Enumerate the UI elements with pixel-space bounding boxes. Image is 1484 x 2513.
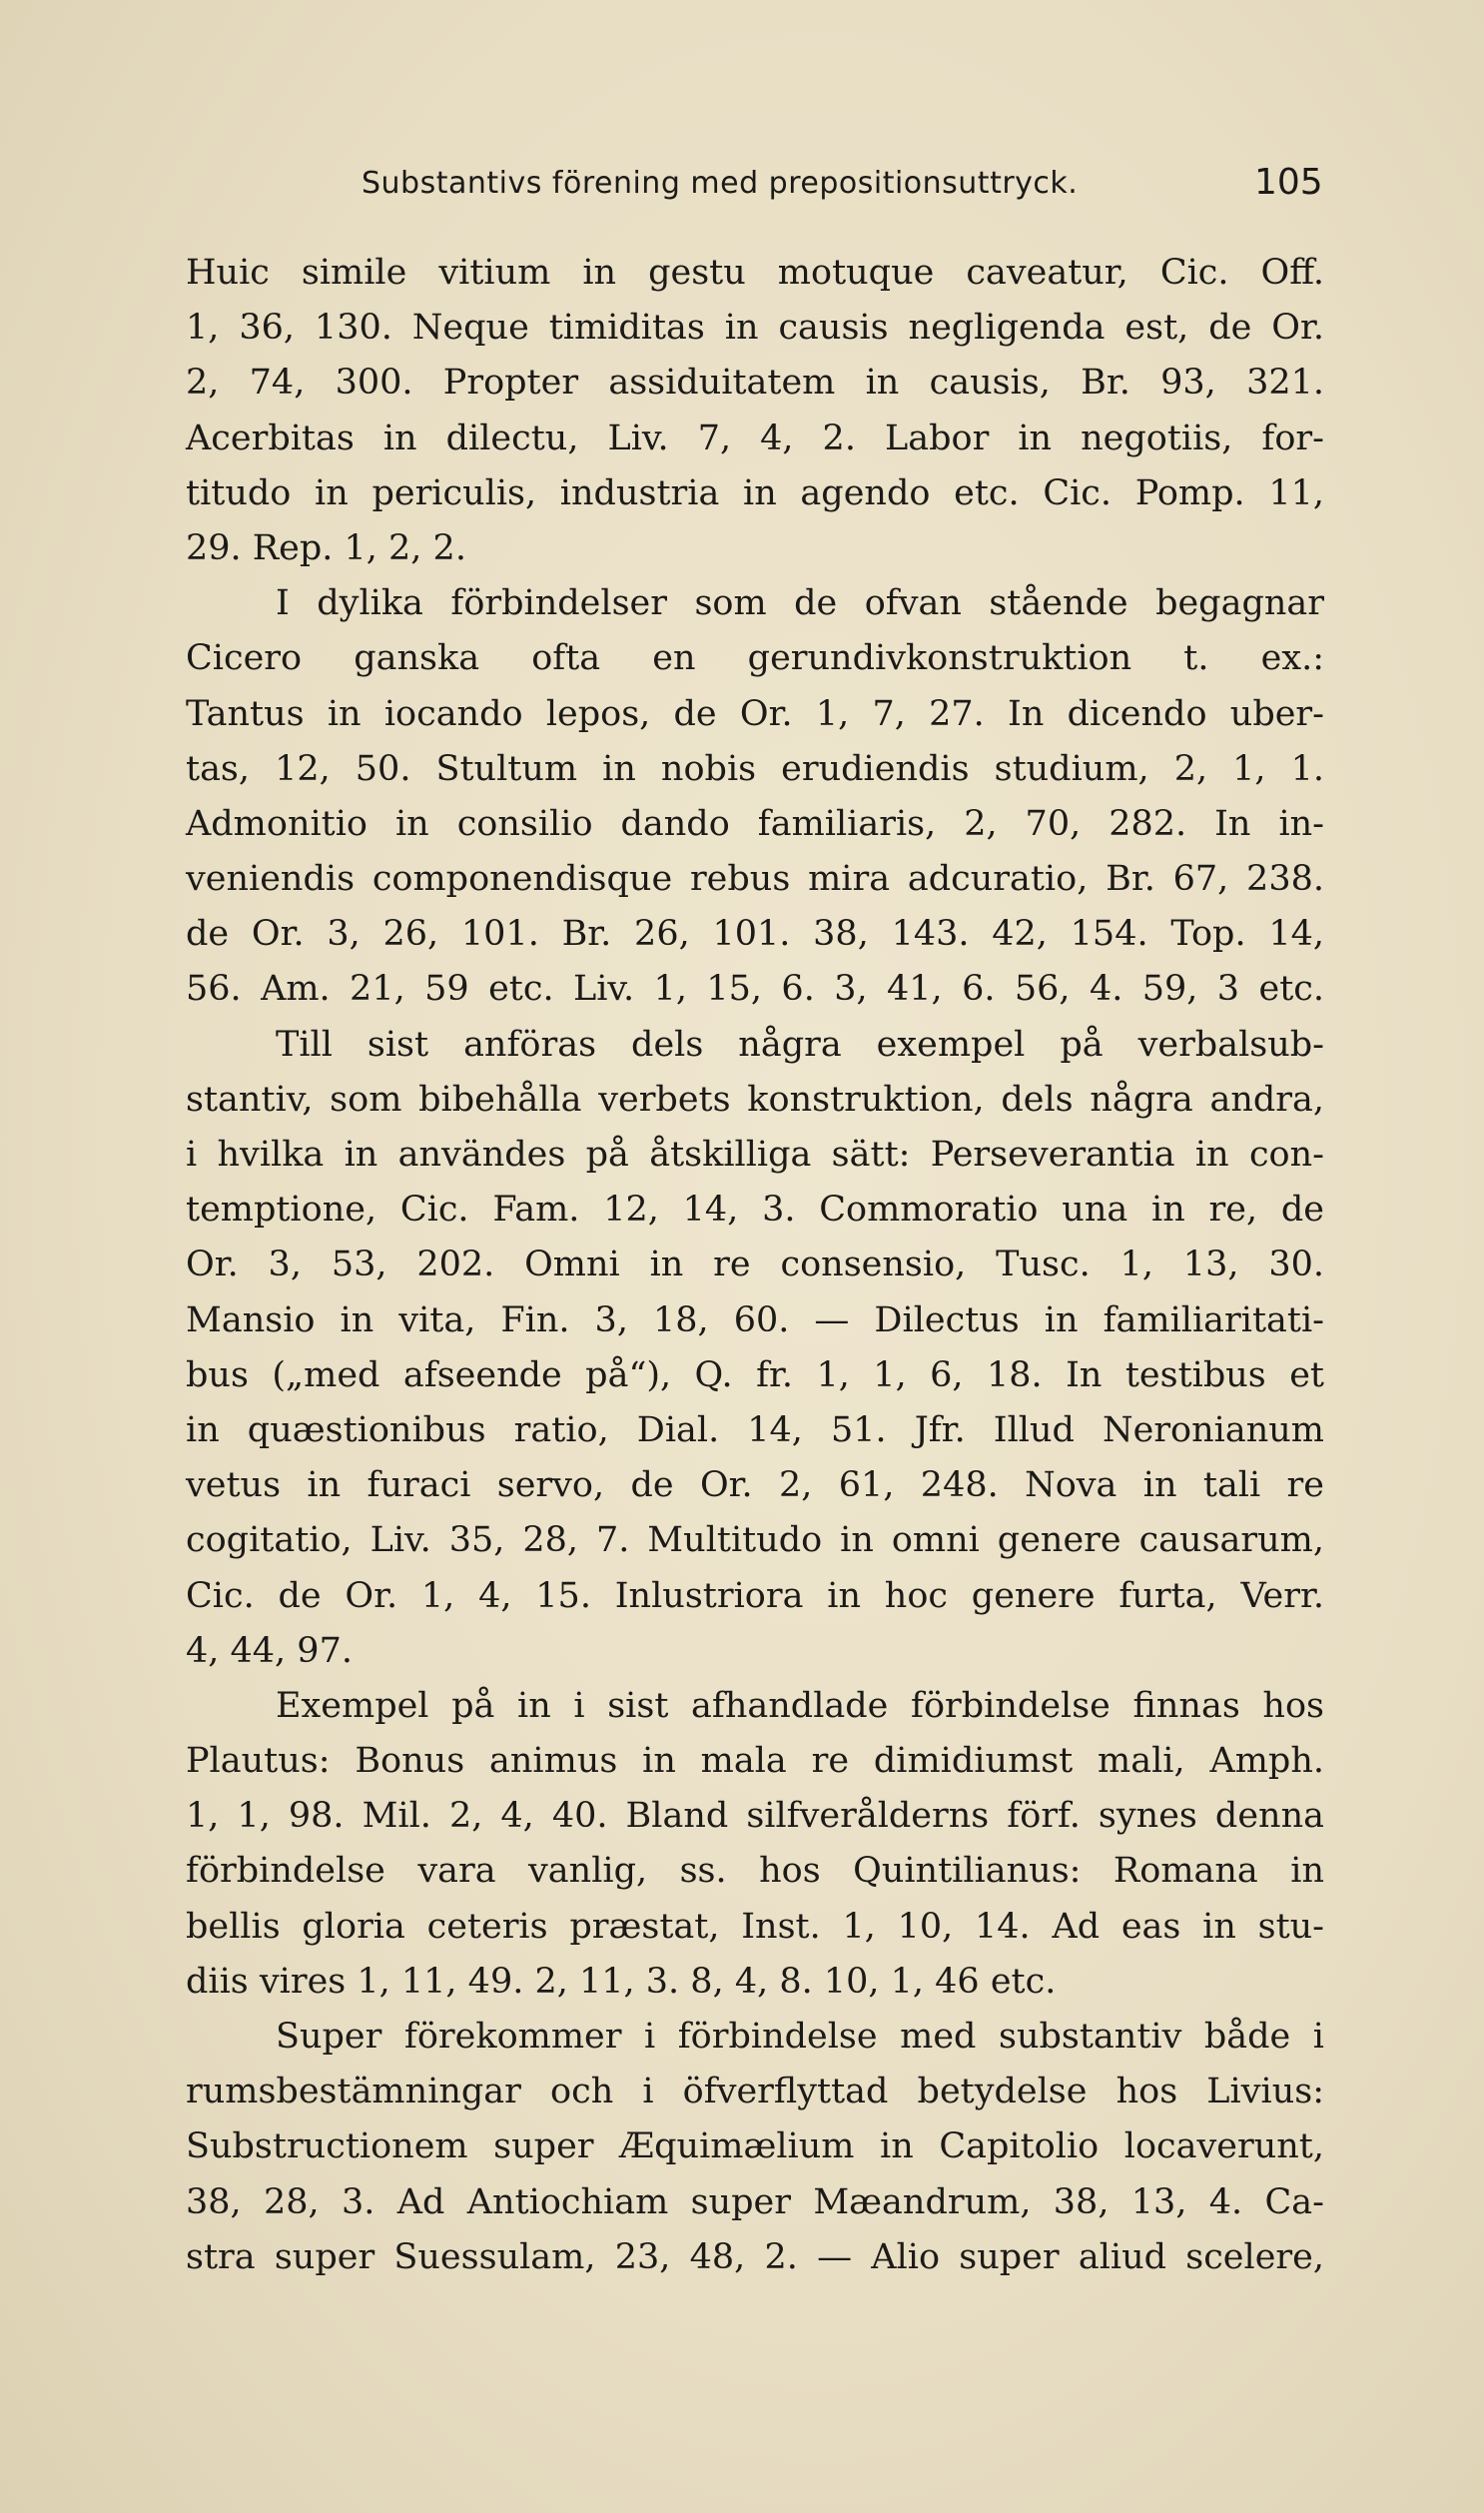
text-line: förbindelse vara vanlig, ss. hos Quintilianus: Romana in	[186, 1851, 1324, 1892]
text-line: Admonitio in consilio dando familiaris, 2, 70, 282. In in-	[186, 803, 1324, 844]
text-line: Tantus in iocando lepos, de Or. 1, 7, 27. In dicendo uber-	[186, 693, 1324, 734]
text-line: 29. Rep. 1, 2, 2.	[186, 527, 466, 568]
page-number: 105	[1254, 162, 1323, 203]
text-line: 4, 44, 97.	[186, 1630, 353, 1671]
text-line: i hvilka in användes på åtskilliga sätt: Perseverantia in con-	[186, 1135, 1324, 1175]
text-line: Huic simile vitium in gestu motuque caveatur, Cic. Off.	[186, 253, 1324, 293]
text-line: Till sist anföras dels några exempel på verbalsub-	[276, 1024, 1324, 1065]
text-line: stra super Suessulam, 23, 48, 2. — Alio super aliud scelere,	[186, 2236, 1324, 2277]
body-text	[186, 246, 1324, 2285]
text-line: Cic. de Or. 1, 4, 15. Inlustriora in hoc genere furta, Verr.	[186, 1575, 1324, 1616]
text-line: Plautus: Bonus animus in mala re dimidiumst mali, Amph.	[186, 1741, 1324, 1782]
text-line: I dylika förbindelser som de ofvan stående begagnar	[276, 583, 1324, 624]
running-title: Substantivs förening med prepositionsuttryck.	[362, 166, 1079, 201]
text-line: temptione, Cic. Fam. 12, 14, 3. Commoratio una in re, de	[186, 1190, 1324, 1231]
text-line: 1, 1, 98. Mil. 2, 4, 40. Bland silfverålderns förf. synes denna	[186, 1796, 1324, 1837]
text-line: diis vires 1, 11, 49. 2, 11, 3. 8, 4, 8. 10, 1, 46 etc.	[186, 1961, 1057, 2002]
text-line: Super förekommer i förbindelse med substantiv både i	[276, 2017, 1324, 2057]
text-line: bus („med afseende på“), Q. fr. 1, 1, 6, 18. In testibus et	[186, 1354, 1324, 1395]
text-line: 38, 28, 3. Ad Antiochiam super Mæandrum, 38, 13, 4. Ca-	[186, 2181, 1324, 2222]
text-line: stantiv, som bibehålla verbets konstruktion, dels några andra,	[186, 1079, 1324, 1120]
page-header	[0, 162, 1484, 210]
text-line: 1, 36, 130. Neque timiditas in causis negligenda est, de Or.	[186, 308, 1324, 349]
text-line: Substructionem super Æquimælium in Capitolio locaverunt,	[186, 2126, 1324, 2167]
text-line: Acerbitas in dilectu, Liv. 7, 4, 2. Labor in negotiis, for-	[186, 418, 1324, 458]
text-line: de Or. 3, 26, 101. Br. 26, 101. 38, 143. 42, 154. Top. 14,	[186, 914, 1324, 955]
text-line: veniendis componendisque rebus mira adcuratio, Br. 67, 238.	[186, 859, 1324, 900]
text-line: rumsbestämningar och i öfverflyttad betydelse hos Livius:	[186, 2072, 1324, 2112]
text-line: vetus in furaci servo, de Or. 2, 61, 248. Nova in tali re	[186, 1465, 1324, 1506]
text-line: tas, 12, 50. Stultum in nobis erudiendis studium, 2, 1, 1.	[186, 748, 1324, 789]
text-line: titudo in periculis, industria in agendo etc. Cic. Pomp. 11,	[186, 472, 1324, 513]
text-line: cogitatio, Liv. 35, 28, 7. Multitudo in omni genere causarum,	[186, 1520, 1324, 1561]
text-line: Cicero ganska ofta en gerundivkonstruktion t. ex.:	[186, 638, 1324, 679]
text-line: in quæstionibus ratio, Dial. 14, 51. Jfr. Illud Neronianum	[186, 1409, 1324, 1450]
text-line: Mansio in vita, Fin. 3, 18, 60. — Dilectus in familiaritati-	[186, 1299, 1324, 1340]
text-line: 56. Am. 21, 59 etc. Liv. 1, 15, 6. 3, 41, 6. 56, 4. 59, 3 etc.	[186, 969, 1324, 1010]
text-line: bellis gloria ceteris præstat, Inst. 1, 10, 14. Ad eas in stu-	[186, 1906, 1324, 1947]
text-line: Exempel på in i sist afhandlade förbindelse finnas hos	[276, 1685, 1324, 1726]
text-line: Or. 3, 53, 202. Omni in re consensio, Tusc. 1, 13, 30.	[186, 1245, 1324, 1285]
text-line: 2, 74, 300. Propter assiduitatem in causis, Br. 93, 321.	[186, 363, 1324, 404]
